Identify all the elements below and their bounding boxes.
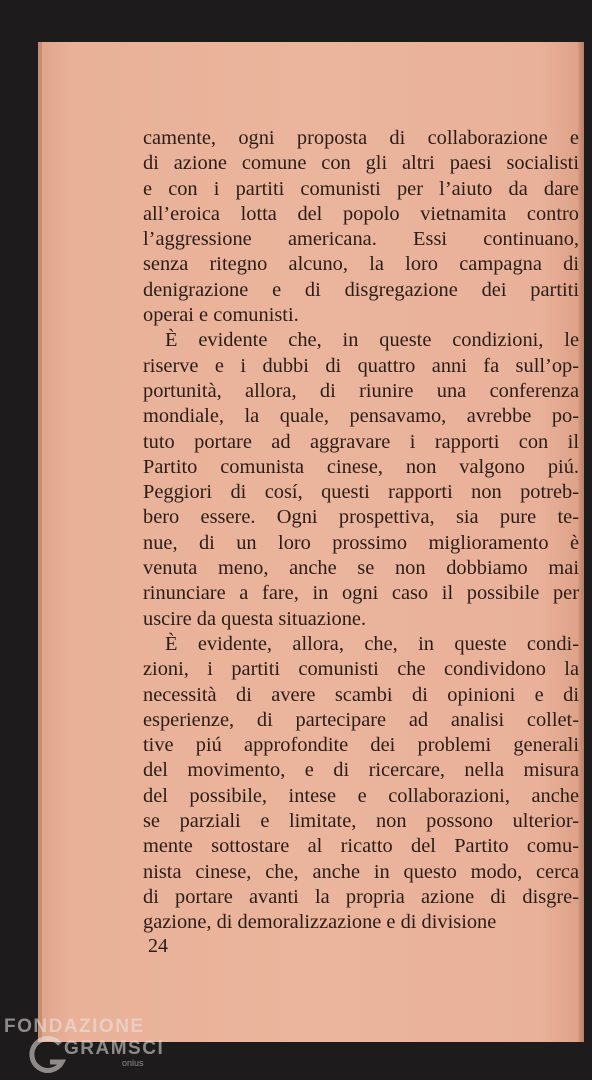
text-line: di portare avanti la propria azione di disgre-: [143, 885, 579, 908]
text-line: tuto portare ad aggravare i rapporti con il: [143, 430, 579, 453]
text-line: camente, ogni proposta di collaborazione e: [143, 127, 579, 149]
page-left-shadow: [38, 42, 42, 1042]
text-line: tive piú approfondite dei problemi generali: [143, 734, 579, 757]
text-line: mente sottostare al ricatto del Partito comu-: [143, 835, 579, 858]
book-page: [38, 42, 584, 1042]
watermark-line2: GRAMSCI: [64, 1038, 165, 1059]
text-line: operai e comunisti.: [143, 304, 299, 327]
text-line: del possibile, intese e collaborazioni, anche: [143, 784, 579, 807]
text-line: rinunciare a fare, in ogni caso il possibile per: [143, 582, 579, 605]
text-line: di azione comune con gli altri paesi socialisti: [143, 152, 579, 175]
text-line: mondiale, la quale, pensavamo, avrebbe po-: [143, 405, 579, 428]
text-line: bero essere. Ogni prospettiva, sia pure te-: [143, 506, 579, 529]
watermark-line1: FONDAZIONE: [4, 1016, 145, 1037]
text-line: necessità di avere scambi di opinioni e di: [143, 683, 579, 706]
watermark-sub: onlus: [122, 1058, 144, 1068]
text-line: se parziali e limitate, non possono ulterior-: [143, 810, 579, 833]
text-line: zioni, i partiti comunisti che condividono la: [143, 658, 579, 681]
text-line: nue, di un loro prossimo miglioramento è: [143, 531, 579, 554]
text-line: e con i partiti comunisti per l’aiuto da dare: [143, 177, 579, 200]
text-line: Partito comunista cinese, non valgono piú.: [143, 455, 579, 478]
text-line: esperienze, di partecipare ad analisi collet-: [143, 708, 579, 731]
text-line: È evidente, allora, che, in queste condi-: [165, 632, 579, 655]
body-text: [143, 126, 579, 936]
text-line: nista cinese, che, anche in questo modo, cerca: [143, 860, 579, 883]
text-line: uscire da questa situazione.: [143, 607, 367, 630]
paragraph: [143, 126, 579, 328]
text-line: senza ritegno alcuno, la loro campagna di: [143, 253, 579, 276]
text-line: denigrazione e di disgregazione dei partiti: [143, 278, 579, 301]
page-number: 24: [148, 935, 168, 957]
text-line: l’aggressione americana. Essi continuano,: [143, 228, 579, 251]
text-line: gazione, di demoralizzazione e di divisione: [143, 911, 497, 934]
text-line: portunità, allora, di riunire una conferenza: [143, 379, 579, 402]
text-line: venuta meno, anche se non dobbiamo mai: [143, 557, 579, 580]
text-line: riserve e i dubbi di quattro anni fa sull’op-: [143, 354, 579, 377]
paragraph: [143, 328, 579, 632]
text-line: del movimento, e di ricercare, nella misura: [143, 759, 579, 782]
paragraph: [143, 632, 579, 936]
text-line: all’eroica lotta del popolo vietnamita contro: [143, 202, 579, 225]
text-line: È evidente che, in queste condizioni, le: [165, 329, 579, 352]
fondazione-gramsci-watermark: [0, 1010, 165, 1080]
text-line: Peggiori di cosí, questi rapporti non potreb-: [143, 481, 579, 504]
